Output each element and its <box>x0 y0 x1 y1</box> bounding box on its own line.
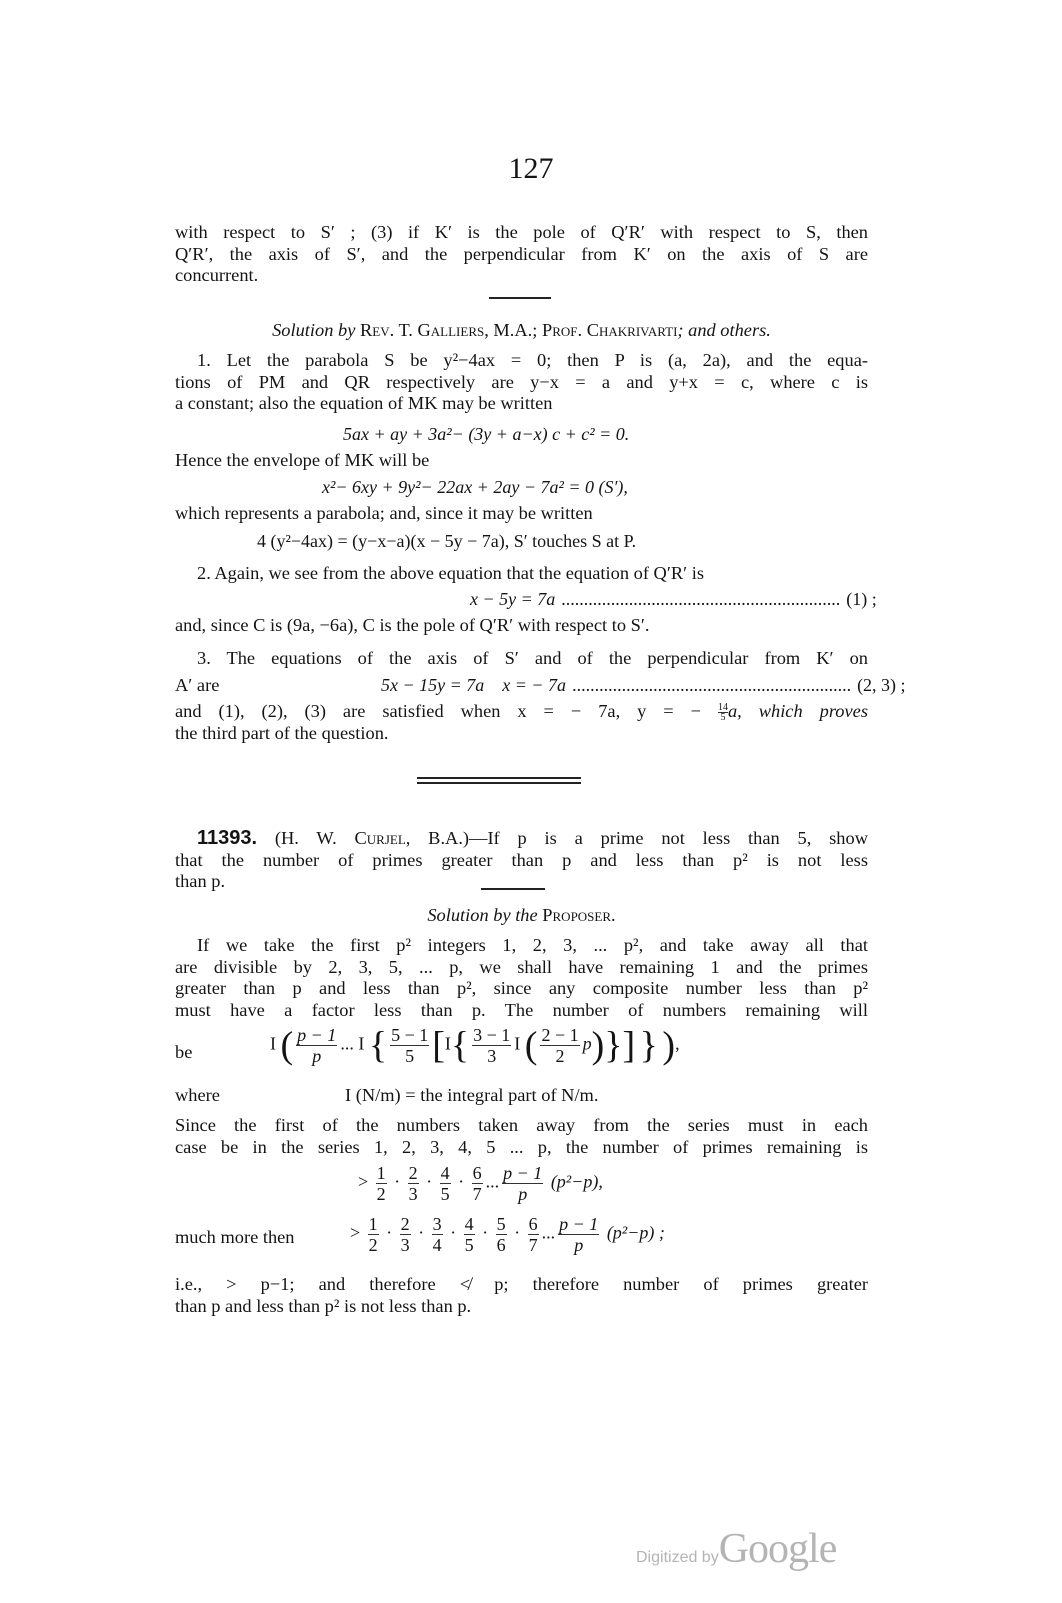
question-number: 11393. <box>197 827 258 849</box>
equation-axes <box>381 675 906 696</box>
text-line: A′ are <box>175 675 220 695</box>
numerator: p − 1 <box>503 1163 543 1183</box>
operator: · <box>477 1222 493 1243</box>
fraction: $\frac{14}{5}$ <box>717 702 728 724</box>
text-line: than p and less than p² is not less than p. <box>175 1295 472 1316</box>
much-label: much more then <box>175 1227 295 1247</box>
denominator: 2 <box>368 1235 378 1255</box>
inequality-1 <box>358 1163 603 1204</box>
text-line: than p. <box>175 871 226 891</box>
author-name: Prof. Chakrivarti <box>542 320 678 340</box>
denominator: 6 <box>496 1235 506 1255</box>
text-line: must have a factor less than p. The number of numbers remaining will <box>175 999 868 1020</box>
operator: · <box>445 1222 461 1243</box>
equation-mk: 5ax + ay + 3a²− (3y + a−x) c + c² = 0. <box>343 424 630 444</box>
solution1-para1 <box>175 350 868 415</box>
equation-ref: (1) ; <box>846 589 877 609</box>
google-watermark <box>636 1525 836 1573</box>
text-line: which represents a parabola; and, since it may be written <box>175 503 593 523</box>
text-line: Hence the envelope of MK will be <box>175 450 430 470</box>
denominator: 2 <box>376 1184 386 1204</box>
text-line: 2. Again, we see from the above equation that the equation of Q′R′ is <box>197 563 705 583</box>
numerator: 5 <box>496 1214 506 1234</box>
operator: · <box>509 1222 525 1243</box>
operator: · <box>421 1171 437 1192</box>
tail-expression: (p²−p), <box>546 1171 603 1192</box>
question-paragraph <box>175 828 868 893</box>
greater-than-sign: > <box>350 1222 365 1243</box>
solution-heading: Solution by the Proposer. <box>427 905 616 925</box>
solution2-conclusion <box>175 1274 868 1317</box>
denominator: 3 <box>400 1235 410 1255</box>
equation-expr: 5x − 15y = 7a x = − 7a <box>381 675 567 695</box>
fraction <box>528 1214 539 1255</box>
numerator: 3 <box>432 1214 442 1234</box>
text-line: 3. The equations of the axis of S′ and of the perpendicular from K′ on <box>197 648 868 668</box>
text-line: case be in the series 1, 2, 3, 4, 5 ... p, the number of primes remaining is <box>175 1136 868 1157</box>
text-line: and, since C is (9a, −6a), C is the pole of Q′R′ with respect to S′. <box>175 615 650 635</box>
fraction <box>368 1214 379 1255</box>
text-line: a constant; also the equation of MK may be written <box>175 393 553 413</box>
numerator: p − 1 <box>559 1214 599 1234</box>
text-line: the third part of the question. <box>175 723 389 743</box>
where-label: where <box>175 1085 220 1105</box>
equation-envelope: x²− 6xy + 9y²− 22ax + 2ay − 7a² = 0 (S′), <box>322 477 628 497</box>
fraction <box>464 1214 475 1255</box>
separator-rule <box>489 297 551 299</box>
text-line: concurrent. <box>175 265 259 285</box>
author-name: Rev. T. Galliers, M.A. <box>359 320 533 340</box>
text-line: If we take the first p² integers 1, 2, 3, ... p², and take away all that <box>197 935 868 955</box>
separator-rule <box>481 888 545 890</box>
denominator: 3 <box>408 1184 418 1204</box>
text-line: and (1), (2), (3) are satisfied when x = − 7a, y = − $\frac{14}{5}$ a, which proves <box>175 701 868 724</box>
fraction <box>440 1163 451 1204</box>
solution2-para2 <box>175 1115 868 1158</box>
text-line: with respect to S′ ; (3) if K′ is the pole of Q′R′ with respect to S, then <box>175 222 868 242</box>
operator: · <box>381 1222 397 1243</box>
intro-paragraph <box>175 222 868 287</box>
numerator: 2 <box>408 1163 418 1183</box>
solution-byline <box>175 320 868 342</box>
equation-tangency: 4 (y²−4ax) = (y−x−a)(x − 5y − 7a), S′ touches S at P. <box>257 531 637 551</box>
equation-qr <box>470 589 877 610</box>
be-label: be <box>175 1042 193 1062</box>
operator: · <box>453 1171 469 1192</box>
fraction <box>400 1214 411 1255</box>
denominator: p <box>574 1235 584 1255</box>
greater-than-sign: > <box>358 1171 373 1192</box>
separator: ; <box>532 320 538 340</box>
numerator: 4 <box>464 1214 474 1234</box>
equation-ref: (2, 3) ; <box>857 675 906 695</box>
denominator: 7 <box>528 1235 538 1255</box>
text-line: are divisible by 2, 3, 5, ... p, we shall have remaining 1 and the primes <box>175 956 868 977</box>
denominator: 5 <box>464 1235 474 1255</box>
fraction <box>472 1163 483 1204</box>
denominator: 5 <box>440 1184 450 1204</box>
leader-dots: .............................................................. <box>572 675 852 695</box>
numerator: 6 <box>472 1163 482 1183</box>
text-line: i.e., > p−1; and therefore ≮ p; therefore number of primes greater <box>175 1274 868 1294</box>
text-line: greater than p and less than p², since any composite number less than p² <box>175 978 868 998</box>
text-line: tions of PM and QR respectively are y−x = a and y+x = c, where c is <box>175 371 868 392</box>
fraction <box>502 1163 543 1204</box>
operator: · <box>389 1171 405 1192</box>
byline-prefix: Solution by <box>272 320 356 340</box>
fraction <box>432 1214 443 1255</box>
denominator: 7 <box>472 1184 482 1204</box>
question-text: —If p is a prime not less than 5, show <box>469 828 868 848</box>
fraction <box>408 1163 419 1204</box>
section-divider <box>417 782 581 784</box>
numerator: 1 <box>368 1214 378 1234</box>
google-logo: Google <box>718 1526 837 1572</box>
page-number: 127 <box>508 152 554 185</box>
integral-definition: I (N/m) = the integral part of N/m. <box>345 1085 599 1105</box>
nested-integral-formula: I ( $\frac{p - 1}{p}$ ... I { $\frac{5 - 1}{5}$ [I{ $\frac{3 - 1}{3}$ I ( $\frac{2 - 1}{2}$ p)}] } ), <box>270 1024 680 1067</box>
denominator: p <box>518 1184 528 1204</box>
fraction <box>496 1214 507 1255</box>
fraction <box>558 1214 599 1255</box>
text-line: Since the first of the numbers taken away from the series must in each <box>175 1115 868 1135</box>
leader-dots: .............................................................. <box>561 589 841 609</box>
text-line: 1. Let the parabola S be y²−4ax = 0; then P is (a, 2a), and the equa- <box>197 350 868 370</box>
numerator: 2 <box>400 1214 410 1234</box>
text-line: that the number of primes greater than p and less than p² is not less <box>175 849 868 870</box>
operator: · <box>413 1222 429 1243</box>
denominator: 4 <box>432 1235 442 1255</box>
numerator: 1 <box>376 1163 386 1183</box>
numerator: 6 <box>528 1214 538 1234</box>
question-author: (H. W. Curjel, B.A.) <box>274 828 470 848</box>
solution2-para1 <box>175 935 868 1021</box>
text-line: Q′R′, the axis of S′, and the perpendicular from K′ on the axis of S are <box>175 243 868 264</box>
operator: ... <box>485 1171 500 1192</box>
tail-expression: (p²−p) ; <box>602 1222 665 1243</box>
fraction <box>376 1163 387 1204</box>
section-divider <box>417 777 581 779</box>
operator: ... <box>541 1222 556 1243</box>
watermark-text: Digitized by <box>636 1549 719 1566</box>
numerator: 4 <box>440 1163 450 1183</box>
equation-expr: x − 5y = 7a <box>470 589 556 609</box>
byline-suffix: ; and others. <box>677 320 771 340</box>
inequality-2 <box>350 1214 665 1255</box>
